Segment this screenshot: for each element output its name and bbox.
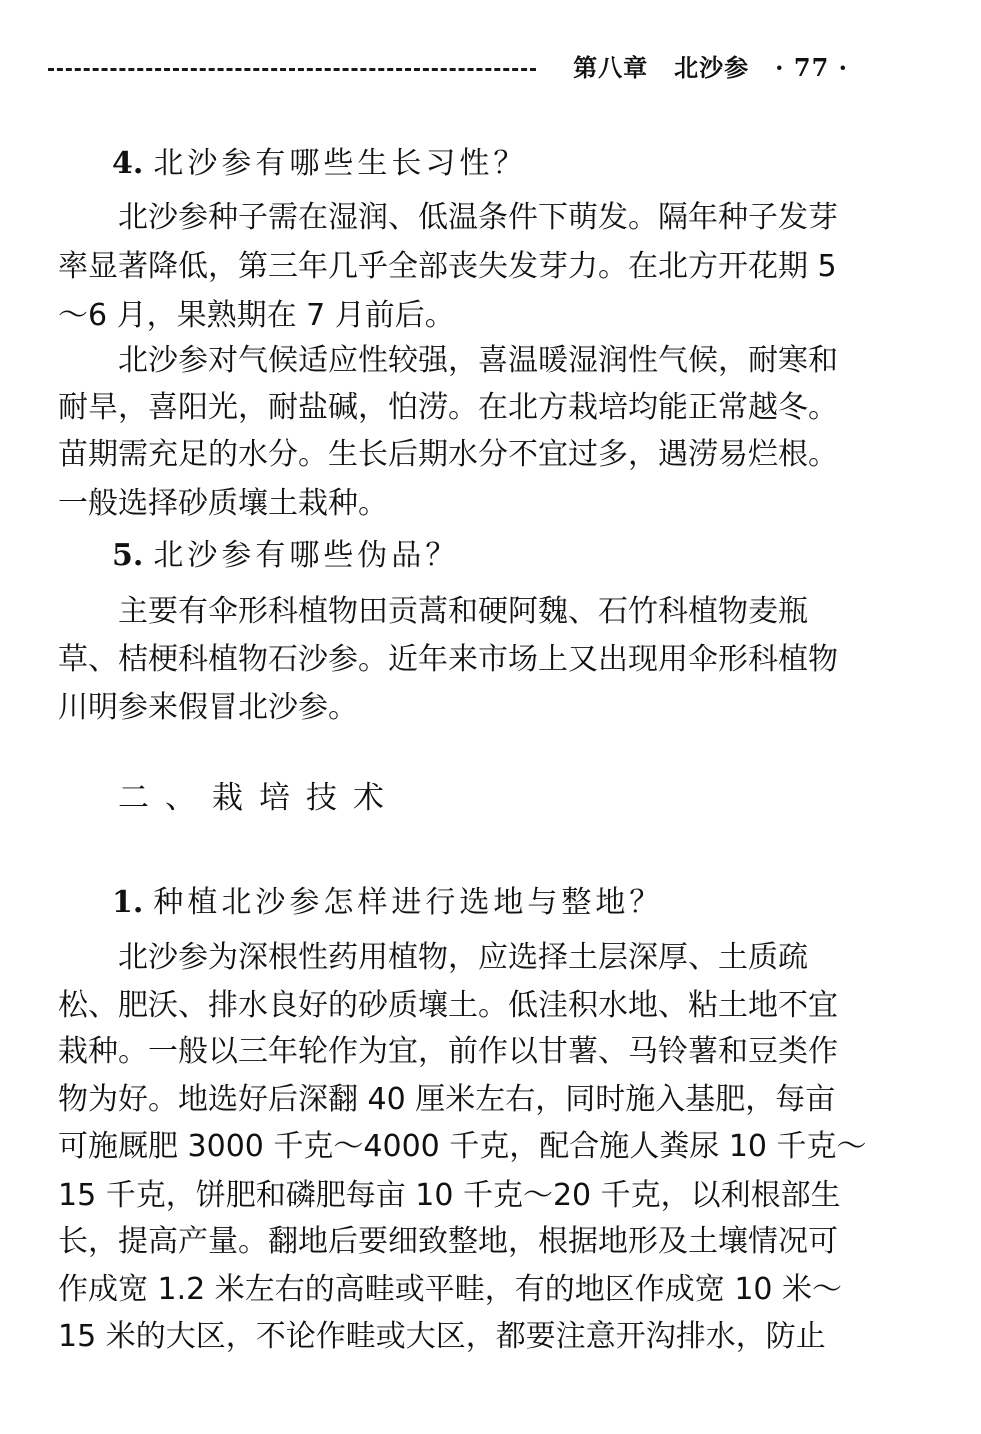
paragraph-line: 川明参来假冒北沙参。 xyxy=(58,690,358,725)
question-number: 4. xyxy=(112,146,144,181)
question-number: 5. xyxy=(112,538,144,573)
question-text: 北沙参有哪些生长习性？ xyxy=(153,146,528,181)
running-head xyxy=(48,46,848,86)
paragraph-line: 率显著降低，第三年几乎全部丧失发芽力。在北方开花期 5 xyxy=(58,249,837,284)
paragraph-line: 可施厩肥 3000 千克～4000 千克，配合施人粪尿 10 千克～ xyxy=(58,1129,867,1164)
section-title: 二、栽培技术 xyxy=(118,780,400,816)
paragraph-line: 15 千克，饼肥和磷肥每亩 10 千克～20 千克，以利根部生 xyxy=(58,1178,841,1213)
chapter-title: 北沙参 xyxy=(674,53,750,82)
paragraph-line: 草、桔梗科植物石沙参。近年来市场上又出现用伞形科植物 xyxy=(58,642,838,677)
question-number: 1. xyxy=(112,885,144,920)
paragraph-line: 物为好。地选好后深翻 40 厘米左右，同时施入基肥，每亩 xyxy=(58,1082,836,1117)
paragraph-line: 苗期需充足的水分。生长后期水分不宜过多，遇涝易烂根。 xyxy=(58,437,838,472)
question-heading xyxy=(112,138,527,182)
page-number: · 77 · xyxy=(775,53,848,82)
paragraph-line: 北沙参种子需在湿润、低温条件下萌发。隔年种子发芽 xyxy=(118,200,838,235)
paragraph-line: 北沙参为深根性药用植物，应选择土层深厚、土质疏 xyxy=(118,940,808,975)
paragraph-line: 主要有伞形科植物田贡蒿和硬阿魏、石竹科植物麦瓶 xyxy=(118,594,808,629)
chapter-label: 第八章 xyxy=(573,53,649,82)
question-text: 北沙参有哪些伪品？ xyxy=(153,538,460,573)
header-text xyxy=(573,48,848,83)
paragraph-line: 一般选择砂质壤土栽种。 xyxy=(58,486,388,521)
paragraph-line: 耐旱，喜阳光，耐盐碱，怕涝。在北方栽培均能正常越冬。 xyxy=(58,390,838,425)
paragraph-line: ～6 月，果熟期在 7 月前后。 xyxy=(58,298,455,333)
paragraph-line: 栽种。一般以三年轮作为宜，前作以甘薯、马铃薯和豆类作 xyxy=(58,1034,838,1069)
paragraph-line: 15 米的大区，不论作畦或大区，都要注意开沟排水，防止 xyxy=(58,1319,826,1354)
question-text: 种植北沙参怎样进行选地与整地？ xyxy=(153,885,664,920)
paragraph-line: 松、肥沃、排水良好的砂质壤土。低洼积水地、粘土地不宜 xyxy=(58,988,838,1023)
header-rule xyxy=(48,68,536,71)
paragraph-line: 作成宽 1.2 米左右的高畦或平畦，有的地区作成宽 10 米～ xyxy=(58,1272,843,1307)
paragraph-line: 长，提高产量。翻地后要细致整地，根据地形及土壤情况可 xyxy=(58,1224,838,1259)
question-heading xyxy=(112,530,459,574)
paragraph-line: 北沙参对气候适应性较强，喜温暖湿润性气候，耐寒和 xyxy=(118,343,838,378)
question-heading xyxy=(112,877,663,921)
